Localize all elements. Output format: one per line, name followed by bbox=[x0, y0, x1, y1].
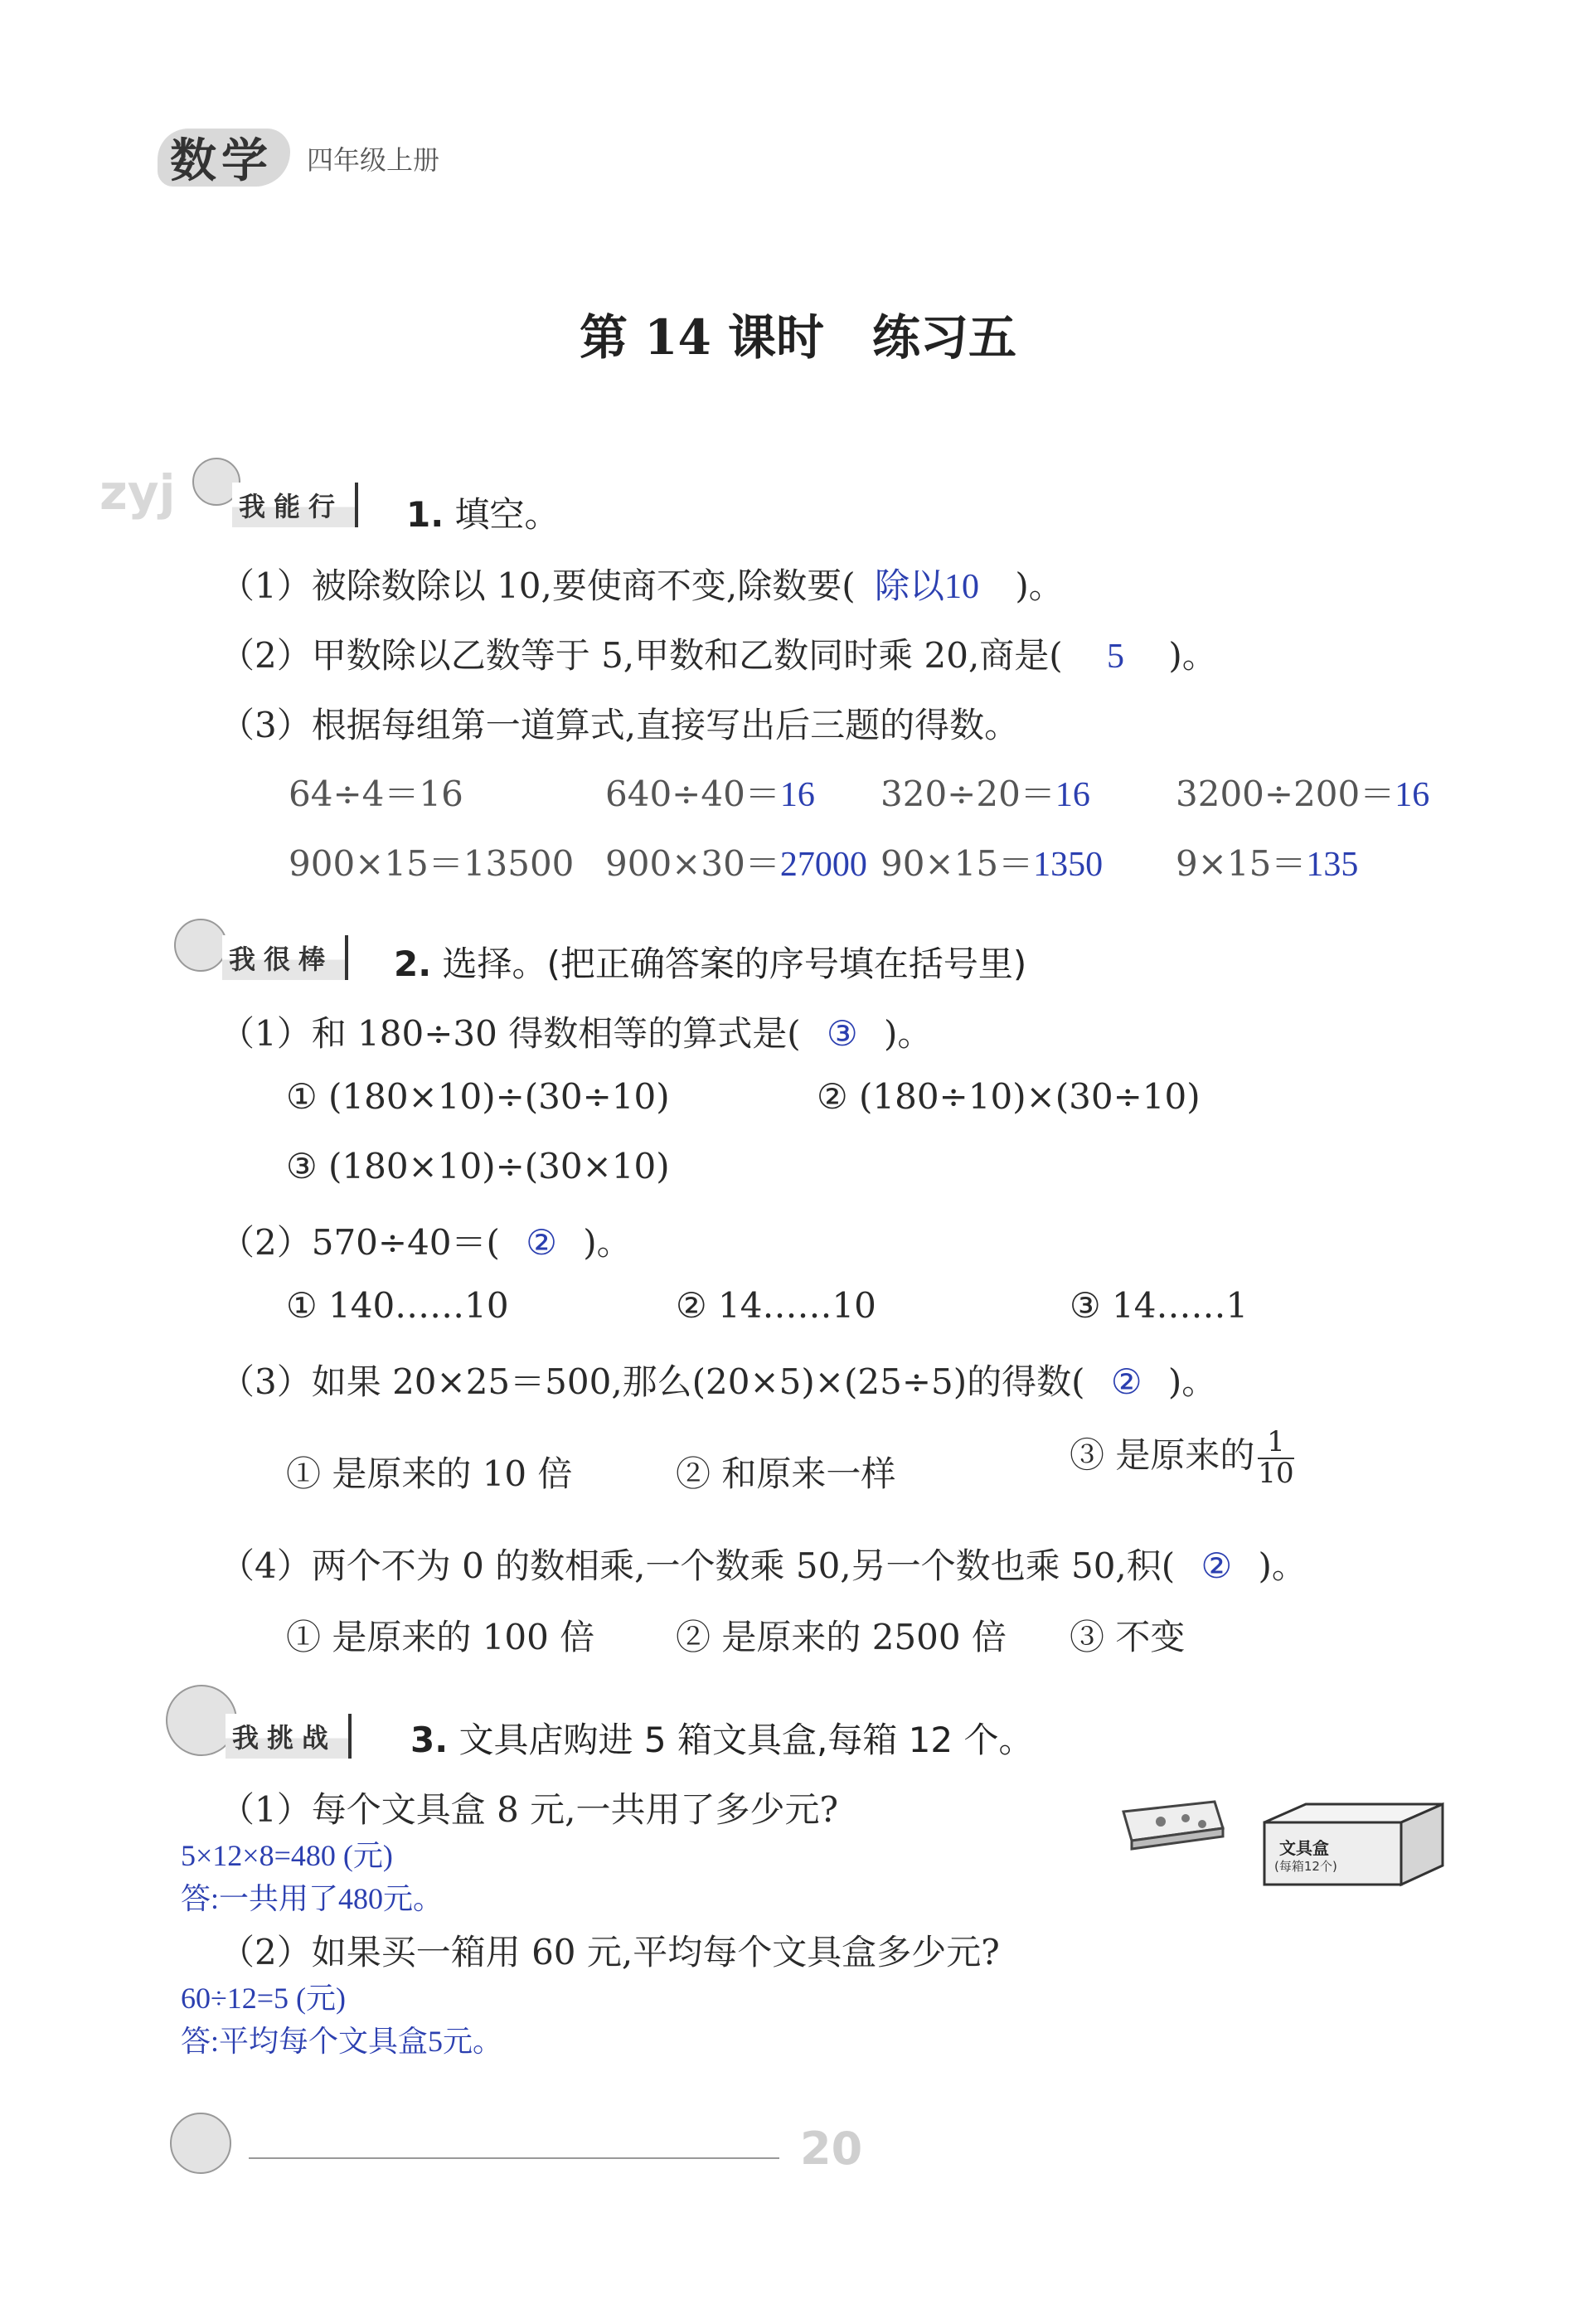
s3-q2-calc: 60÷12=5 (元) bbox=[181, 1982, 347, 2015]
s1-r1-c3 bbox=[880, 767, 1090, 817]
s1-q3: （3）根据每组第一道算式,直接写出后三题的得数。 bbox=[220, 705, 1020, 745]
s1-r2-c2-expr: 900×30＝ bbox=[605, 843, 780, 884]
s1-q2-text: （2）甲数除以乙数等于 5,甲数和乙数同时乘 20,商是( bbox=[220, 635, 1063, 676]
s3-q1-answer: 答:一共用了480元。 bbox=[181, 1882, 444, 1915]
s2-q3-close: )。 bbox=[1167, 1361, 1217, 1402]
s2-q4-opt1: ① 是原来的 100 倍 bbox=[286, 1617, 595, 1657]
s2-q1-close: )。 bbox=[883, 1013, 933, 1054]
s2-q2 bbox=[220, 1215, 632, 1265]
footer-divider bbox=[249, 2157, 779, 2159]
s1-r2-c1 bbox=[289, 837, 574, 886]
s2-q1-opt3: ③ (180×10)÷(30×10) bbox=[286, 1146, 670, 1186]
s1-r2-c3 bbox=[880, 837, 1103, 886]
s2-q3-opt3 bbox=[1070, 1425, 1294, 1490]
s1-r1-c4 bbox=[1176, 767, 1429, 817]
s1-r1-c2-expr: 640÷40＝ bbox=[605, 774, 780, 814]
section1-badge: 我能行 bbox=[232, 483, 358, 527]
s1-q2-answer: 5 bbox=[1107, 638, 1125, 676]
s3-q2-answer: 答:平均每个文具盒5元。 bbox=[181, 2025, 503, 2058]
s2-q1-opt1: ① (180×10)÷(30÷10) bbox=[286, 1076, 670, 1117]
fraction-numerator: 1 bbox=[1258, 1428, 1293, 1459]
s1-r2-c2 bbox=[605, 837, 867, 886]
stationery-box-illustration bbox=[1256, 1798, 1445, 1889]
s2-q1-text: （1）和 180÷30 得数相等的算式是( bbox=[220, 1013, 801, 1054]
page-number: 20 bbox=[800, 2123, 863, 2175]
s2-q2-answer: ② bbox=[526, 1225, 557, 1263]
section3-heading bbox=[410, 1713, 1033, 1763]
header-subject: 数学 bbox=[170, 134, 273, 188]
s2-q3 bbox=[220, 1355, 1216, 1405]
s2-q4-answer: ② bbox=[1201, 1548, 1233, 1586]
s1-r1-c1 bbox=[289, 767, 463, 817]
s2-q3-opt1: ① 是原来的 10 倍 bbox=[286, 1453, 573, 1494]
section2-badge: 我很棒 bbox=[222, 935, 348, 980]
s3-q1-calc: 5×12×8=480 (元) bbox=[181, 1839, 393, 1872]
section1-heading bbox=[406, 488, 560, 537]
section1-heading-text: 填空。 bbox=[454, 494, 560, 535]
section3-heading-num: 3. bbox=[410, 1720, 449, 1760]
s2-q2-opt3: ③ 14……1 bbox=[1070, 1285, 1249, 1326]
s1-q1 bbox=[220, 559, 1064, 609]
s2-q2-close: )。 bbox=[583, 1222, 632, 1263]
s1-r2-c2-answer: 27000 bbox=[779, 846, 867, 884]
s2-q2-opt2: ② 14……10 bbox=[676, 1285, 876, 1326]
page-title: 第 14 课时 练习五 bbox=[579, 309, 1017, 366]
section2-heading bbox=[394, 937, 1026, 987]
mascot-icon bbox=[170, 2113, 231, 2174]
pencil-case-icon bbox=[1115, 1795, 1227, 1853]
s1-r1-c4-answer: 16 bbox=[1395, 776, 1430, 814]
section3-heading-text: 文具店购进 5 箱文具盒,每箱 12 个。 bbox=[458, 1720, 1034, 1760]
s1-q1-text: （1）被除数除以 10,要使商不变,除数要( bbox=[220, 565, 856, 606]
s1-r1-c3-answer: 16 bbox=[1055, 776, 1090, 814]
s2-q2-opt1: ① 140……10 bbox=[286, 1285, 509, 1326]
s2-q2-text: （2）570÷40＝( bbox=[220, 1222, 500, 1263]
s1-r1-c4-expr: 3200÷200＝ bbox=[1176, 774, 1395, 814]
s1-r1-c2-answer: 16 bbox=[779, 776, 815, 814]
s2-q4-opt3: ③ 不变 bbox=[1070, 1617, 1186, 1657]
s3-q1: （1）每个文具盒 8 元,一共用了多少元? bbox=[220, 1789, 839, 1830]
fraction-one-tenth bbox=[1258, 1425, 1294, 1490]
s1-q2-close: )。 bbox=[1168, 635, 1217, 676]
s1-r2-c1-expr: 900×15＝13500 bbox=[289, 843, 575, 884]
s1-r2-c3-expr: 90×15＝ bbox=[880, 843, 1034, 884]
s1-r1-c2 bbox=[605, 767, 815, 817]
s2-q1 bbox=[220, 1007, 932, 1056]
box-label: 文具盒 bbox=[1279, 1838, 1329, 1858]
section1-heading-num: 1. bbox=[406, 494, 444, 535]
s1-r2-c4-expr: 9×15＝ bbox=[1176, 843, 1307, 884]
watermark: zyj bbox=[99, 464, 176, 521]
section2-heading-text: 选择。(把正确答案的序号填在括号里) bbox=[442, 944, 1027, 984]
s2-q3-opt2: ② 和原来一样 bbox=[676, 1453, 896, 1494]
s2-q4-text: （4）两个不为 0 的数相乘,一个数乘 50,另一个数也乘 50,积( bbox=[220, 1545, 1176, 1586]
section3-badge: 我挑战 bbox=[226, 1714, 352, 1759]
header-grade: 四年级上册 bbox=[307, 144, 440, 176]
fraction-denominator: 10 bbox=[1258, 1456, 1294, 1490]
s1-q2 bbox=[220, 628, 1217, 678]
s1-r2-c3-answer: 1350 bbox=[1033, 846, 1104, 884]
s2-q1-opt2: ② (180÷10)×(30÷10) bbox=[817, 1076, 1201, 1117]
mascot-icon bbox=[174, 919, 227, 972]
s1-q1-answer: 除以10 bbox=[874, 568, 979, 606]
section2-heading-num: 2. bbox=[394, 944, 432, 984]
box-sublabel: (每箱12个) bbox=[1274, 1859, 1337, 1874]
s1-r2-c4 bbox=[1176, 837, 1358, 886]
s2-q4 bbox=[220, 1539, 1307, 1589]
s2-q3-opt3-text: ③ 是原来的 bbox=[1070, 1434, 1255, 1476]
s3-q2: （2）如果买一箱用 60 元,平均每个文具盒多少元? bbox=[220, 1932, 1000, 1972]
s2-q3-text: （3）如果 20×25＝500,那么(20×5)×(25÷5)的得数( bbox=[220, 1361, 1085, 1402]
s2-q4-close: )。 bbox=[1258, 1545, 1307, 1586]
s1-r2-c4-answer: 135 bbox=[1306, 846, 1359, 884]
s2-q3-answer: ② bbox=[1110, 1364, 1142, 1402]
s2-q4-opt2: ② 是原来的 2500 倍 bbox=[676, 1617, 1007, 1657]
s2-q1-answer: ③ bbox=[826, 1016, 858, 1054]
s1-q1-close: )。 bbox=[1015, 565, 1064, 606]
s1-r1-c1-expr: 64÷4＝16 bbox=[289, 774, 463, 814]
s1-r1-c3-expr: 320÷20＝ bbox=[880, 774, 1055, 814]
